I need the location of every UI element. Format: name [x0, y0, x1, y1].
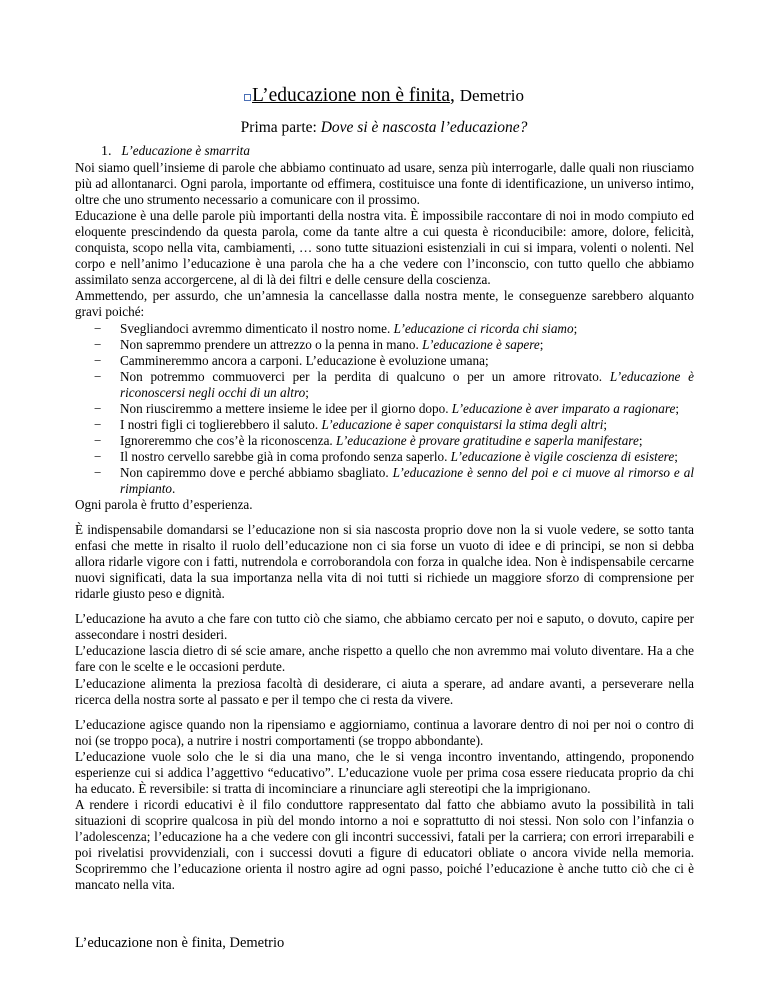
- list-item: − Il nostro cervello sarebbe già in coma profondo senza saperlo. L’educazione è vigile coscienza di esistere;: [94, 448, 678, 464]
- paragraph: Educazione è una delle parole più importanti della nostra vita. È impossibile raccontare di noi in modo compiuto ed eloquente prescindendo da questa parola, come da tante altre a cui questa è riconducibile: amore, dolore, felicità, conquista, scopo nella vita, cambiamenti, … sono tutte situazioni esistenziali in cui si impara, volenti o nolenti. Nel corpo e nell’animo l’educazione è una parola che ha a che vedere con l’inconscio, con tutto quello che abbiamo assimilato senza accorgercene, al di là dei filtri e delle censure della coscienza.: [75, 208, 694, 288]
- title-author: Demetrio: [459, 86, 524, 105]
- list-item: − Ignoreremmo che cos’è la riconoscenza. L’educazione è provare gratitudine e saperla manifestare;: [94, 432, 643, 448]
- dash-bullet-icon: −: [94, 336, 102, 352]
- paragraph: L’educazione ha avuto a che fare con tutto ciò che siamo, che abbiamo cercato per noi e saputo, o dovuto, capire per assecondare i nostri desideri.: [75, 611, 694, 643]
- list-item: − Cammineremmo ancora a carponi. L’educazione è evoluzione umana;: [94, 352, 489, 368]
- consequence-list: [75, 321, 694, 498]
- dash-bullet-icon: −: [94, 448, 102, 464]
- document-body: [75, 143, 694, 893]
- document-subtitle: [0, 118, 768, 138]
- paragraph: L’educazione lascia dietro di sé scie amare, anche rispetto a quello che non avremmo mai voluto diventare. Ha a che fare con le scelte e le occasioni perdute.: [75, 643, 694, 675]
- page-footer: L’educazione non è finita, Demetrio: [75, 935, 285, 951]
- subtitle-italic: Dove si è nascosta l’educazione?: [320, 119, 528, 136]
- paragraph: A rendere i ricordi educativi è il filo conduttore rappresentato dal fatto che abbiamo avuto la possibilità in tali situazioni di scoprire qualcosa in più del mondo intorno a noi e soprattutto di noi stessi. Non solo con l’infanzia o l’adolescenza; l’educazione ha a che vedere con gli incontri successivi, fatali per la carriera; con errori irreparabili e poi rivelatisi provvidenziali, con i successi dovuti a figure di educatori obliate o ancora vivide nella memoria. Scopriremmo che l’educazione orienta il nostro agire ad ogni passo, poiché l’educazione è anche tutto ciò che ci è mancato nella vita.: [75, 796, 694, 893]
- paragraph: L’educazione alimenta la preziosa facoltà di desiderare, ci aiuta a sperare, ad andare avanti, a perseverare nella ricerca della nostra sorte al passato e per il tempo che ci resta da vivere.: [75, 675, 694, 707]
- list-item: − Non riusciremmo a mettere insieme le idee per il giorno dopo. L’educazione è aver imparato a ragionare;: [94, 400, 680, 416]
- paragraph: È indispensabile domandarsi se l’educazione non si sia nascosta proprio dove non la si vuole vedere, se sotto tanta enfasi che mette in risalto il ruolo dell’educazione non ci sia forse un vuoto di idee e di principi, se non si debba allora ridarle vigore con i fatti, nutrendola e corroborandola con forza in qualche idea. Non è indispensabile cercarne nuovi significati, data la sua importanza nella vita di noi tutti si richiede un maggiore sforzo di comprensione per ridarle giusto peso e dignità.: [75, 522, 694, 602]
- section-heading: [75, 143, 694, 160]
- anchor-icon: [244, 94, 251, 101]
- paragraph: Ogni parola è frutto d’esperienza.: [75, 497, 253, 513]
- title-main: L’educazione non è finita: [252, 85, 451, 106]
- dash-bullet-icon: −: [94, 320, 102, 336]
- dash-bullet-icon: −: [94, 352, 102, 368]
- list-item: − Svegliandoci avremmo dimenticato il nostro nome. L’educazione ci ricorda chi siamo;: [94, 320, 578, 336]
- paragraph: Noi siamo quell’insieme di parole che abbiamo continuato ad usare, senza più interrogarle, dalle quali non riusciamo più ad allontanarci. Ogni parola, importante od effimera, costituisce una fonte di identificazione, un universo intimo, oltre che uno strumento necessario a comunicare con il prossimo.: [75, 160, 694, 208]
- paragraph: L’educazione agisce quando non la ripensiamo e aggiorniamo, continua a lavorare dentro di noi per noi o contro di noi (se troppo poca), a nutrire i nostri comportamenti (se troppo abbondante).: [75, 716, 694, 748]
- dash-bullet-icon: −: [94, 464, 102, 480]
- paragraph: L’educazione vuole solo che le si dia una mano, che le si venga incontro inventando, attingendo, proponendo esperienze cui si addica l’aggettivo “educativo”. L’educazione vuole per prima cosa essere rieducata proprio da chi ha educato. È reversibile: si tratta di incominciare a rinunciare agli stereotipi che la imprigionano.: [75, 748, 694, 796]
- dash-bullet-icon: −: [94, 368, 102, 384]
- section-heading-text: L’educazione è smarrita: [121, 143, 250, 158]
- list-item: − I nostri figli ci toglierebbero il saluto. L’educazione è saper conquistarsi la stima degli altri;: [94, 416, 608, 432]
- list-item: − Non potremmo commuoverci per la perdita di qualcuno o per un amore ritrovato. L’educazione è riconoscersi negli occhi di un altro;: [94, 368, 694, 400]
- dash-bullet-icon: −: [94, 416, 102, 432]
- title-separator: ,: [450, 85, 460, 106]
- section-number: 1.: [101, 144, 112, 159]
- document-title: [0, 84, 768, 108]
- list-item: − Non sapremmo prendere un attrezzo o la penna in mano. L’educazione è sapere;: [94, 336, 544, 352]
- paragraph: Ammettendo, per assurdo, che un’amnesia la cancellasse dalla nostra mente, le conseguenze sarebbero alquanto gravi poiché:: [75, 288, 694, 320]
- subtitle-prefix: Prima parte:: [240, 119, 321, 136]
- dash-bullet-icon: −: [94, 400, 102, 416]
- list-item: − Non capiremmo dove e perché abbiamo sbagliato. L’educazione è senno del poi e ci muove al rimorso e al rimpianto.: [94, 464, 694, 496]
- dash-bullet-icon: −: [94, 432, 102, 448]
